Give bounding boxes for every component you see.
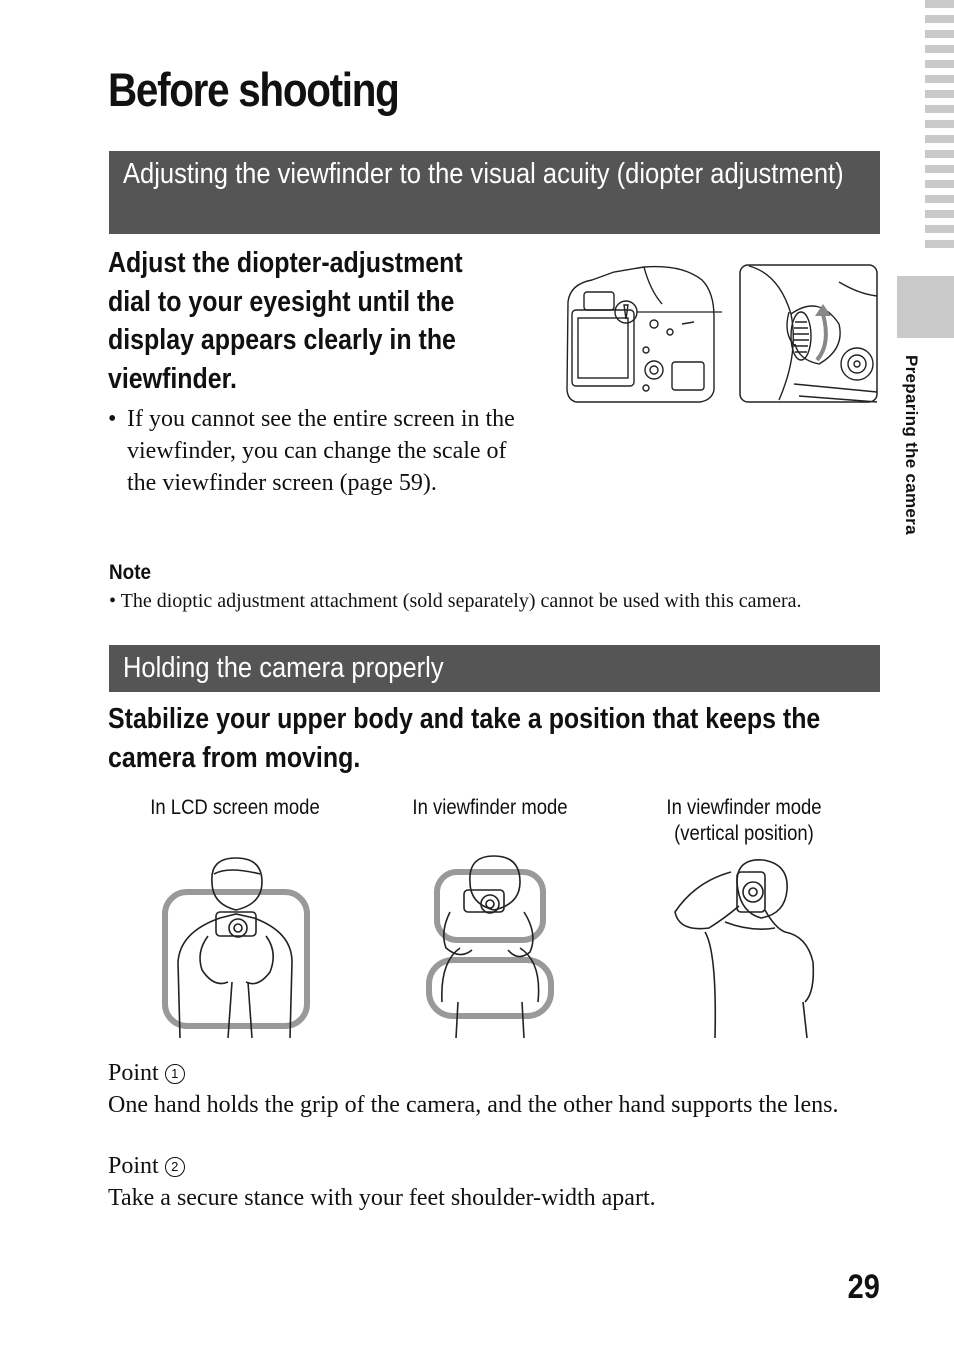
holding-lead-text <box>108 700 820 777</box>
person-vertical-mode <box>665 852 825 1042</box>
circled-number: 1 <box>165 1064 185 1084</box>
lead-line: viewfinder. <box>108 362 237 395</box>
point-label-text: Point <box>108 1153 159 1179</box>
section-heading-holding <box>109 645 880 692</box>
diopter-dial-closeup <box>739 264 879 404</box>
point-label-text: Point <box>108 1060 159 1086</box>
bullet-mark: • <box>108 406 117 432</box>
bullet-text: If you cannot see the entire screen in the viewfinder, you can change the scale of the viewfinder screen (page 59). <box>127 406 515 496</box>
person-lcd-mode <box>158 852 318 1042</box>
point-1-label <box>108 1057 185 1089</box>
lead-line: camera from moving. <box>108 741 361 774</box>
note-text: • The dioptic adjustment attachment (sold separately) cannot be used with this camera. <box>109 590 802 612</box>
side-chapter-label: Preparing the camera <box>902 355 921 535</box>
caption-vertical-mode: In viewfinder mode (vertical position) <box>666 796 822 845</box>
point-1-text: One hand holds the grip of the camera, and the other hand supports the lens. <box>108 1092 839 1118</box>
bullet-item <box>108 403 518 499</box>
caption-lcd-mode: In LCD screen mode <box>150 796 320 819</box>
page-number: 29 <box>847 1268 880 1306</box>
page-title: Before shooting <box>108 63 399 116</box>
section-heading-text: Adjusting the viewfinder to the visual acuity (diopter adjustment) <box>123 158 844 190</box>
circled-number: 2 <box>165 1157 185 1177</box>
diopter-lead-text <box>108 244 463 398</box>
point-2-label <box>108 1150 185 1182</box>
lead-line: display appears clearly in the <box>108 324 456 356</box>
lead-line: Stabilize your upper body and take a position that keeps the <box>108 703 821 735</box>
side-stripes <box>925 0 954 255</box>
point-2-text: Take a secure stance with your feet shoulder-width apart. <box>108 1185 656 1211</box>
section-tab <box>897 276 954 338</box>
section-heading-text: Holding the camera properly <box>123 652 444 684</box>
camera-back-illustration <box>562 262 722 407</box>
caption-viewfinder-mode: In viewfinder mode <box>412 796 568 819</box>
note-title: Note <box>109 561 152 584</box>
lead-line: Adjust the diopter-adjustment <box>108 247 463 279</box>
person-viewfinder-mode <box>420 852 560 1042</box>
lead-line: dial to your eyesight until the <box>108 285 455 318</box>
section-heading-diopter <box>109 151 880 234</box>
